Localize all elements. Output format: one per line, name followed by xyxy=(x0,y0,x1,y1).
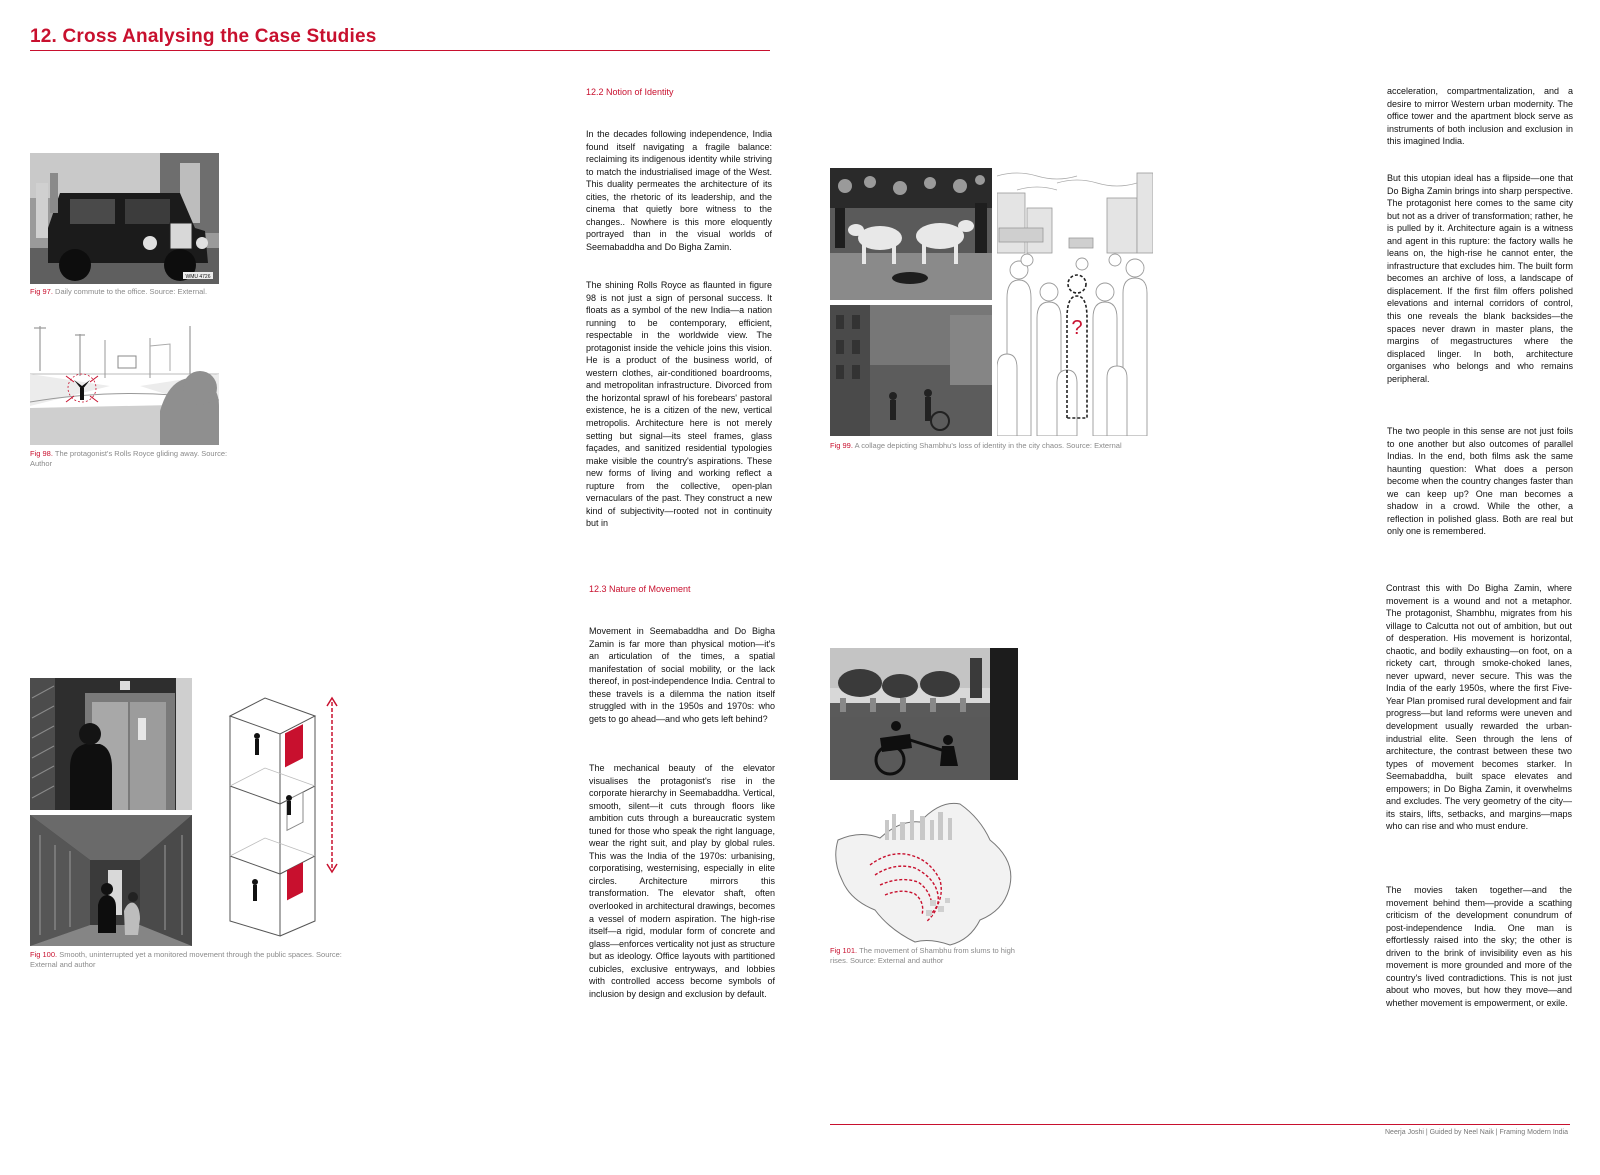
identity-paragraph-5: The two people in this sense are not just foils to one another but also outcomes of parallel Indias. In the end, both films ask the same haunting question: What does a person become when the country changes faster than we can keep up? One man becomes a shadow in a crowd. While the other, a reflection in polished glass. Both are real but only one is remembered. xyxy=(1387,426,1573,537)
fig98-number: Fig 98. xyxy=(30,449,53,458)
fig100-number: Fig 100. xyxy=(30,950,58,959)
movement-paragraph-2: The mechanical beauty of the elevator visualises the protagonist's rise in the corporate hierarchy in Seemabaddha. Vertical, smooth, silent—it cuts through floors like ambition cuts through a bureaucratic system tuned for those who speak the right language, wear the right suit, and play by global rules. This was the India of the 1970s: urbanising, corporatising, westernising, especially in elite circles. Architecture mirrors this transformation. The elevator shaft, often overlooked in architectural drawings, becomes a vessel of modern aspiration. The high-rise itself—a rigid, modular form of concrete and glass—enforces verticality not just as structure but as ideology. Office layouts with partitioned cubicles, exclusive entryways, and lobbies with controlled access become symbols of inclusion by design and exclusion by default. xyxy=(589,763,775,999)
fig99-photo-city xyxy=(830,305,992,436)
fig98-caption xyxy=(30,449,230,468)
identity-paragraph-2: The shining Rolls Royce as flaunted in figure 98 is not just a sign of personal success. It floats as a symbol of the new India—a nation running to be contemporary, efficient, respectable in the worldwide view. The protagonist inside the vehicle joins this vision. He is a product of the business world, of western clothes, air-conditioned boardrooms, and metropolitan infrastructure. Divorced from the horizontal sprawl of his forebears' pastoral existence, he is a citizen of the new, vertical metropolis. Architecture here is not merely setting but signal—its steel frames, glass façades, and sanitized residential typologies make visible the country's aspirations. These new forms of living and working reflect a rupture from the collective, open-plan vernaculars of the past. They construct a new kind of subjectivity—rooted not in continuity but in xyxy=(586,280,772,529)
fig101-photo-rickshaw xyxy=(830,648,1018,780)
fig98-text: The protagonist's Rolls Royce gliding away. Source: Author xyxy=(30,449,228,468)
fig99-number: Fig 99. xyxy=(830,441,853,450)
fig100-text: Smooth, uninterrupted yet a monitored movement through the public spaces. Source: External and author xyxy=(30,950,342,969)
movement-paragraph-4: The movies taken together—and the movement behind them—provide a scathing criticism of the development conundrum of post-independence India. One man is effortlessly raised into the sky; the other is driven to the brink of invisibility even as his movement is more grounded and more of the country's lived contradictions. This is not just about who moves, but how they move—and whether movement is empowerment, or exile. xyxy=(1386,885,1572,1008)
footer-rule xyxy=(830,1124,1570,1125)
identity-paragraph-4: But this utopian ideal has a flipside—one that Do Bigha Zamin brings into sharp perspective. The protagonist here comes to the same city but not as a driver of transformation; rather, he is pulled by it. Architecture again is a witness and agent in this rupture: the factory walls he leans on, the high-rise he cannot enter, the infrastructure that excludes him. The built form becomes an archive of loss, a landscape of displacement. If the first film offers polished elevations and internal corridors of control, this one reveals the blank backsides—the spaces never drawn in master plans, the margins of megastructures where the displaced linger. In both, architecture organises who belongs and who remains peripheral. xyxy=(1387,173,1573,384)
footer-credit: Neerja Joshi | Guided by Neel Naik | Framing Modern India xyxy=(1385,1129,1568,1136)
fig100-elevator-diagram xyxy=(215,696,340,938)
fig101-caption xyxy=(830,946,1025,965)
fig99-caption xyxy=(830,441,1190,451)
identity-paragraph-1: In the decades following independence, India found itself navigating a fragile balance: reclaiming its indigenous identity while striving to match the industrialised image of the West. This duality permeates the architecture of its cities, the rhetoric of its leadership, and the cinema that quietly bore witness to the changes.. Nowhere is this more eloquently portrayed than in the visual worlds of Seemabaddha and Do Bigha Zamin. xyxy=(586,129,772,252)
fig100-photo-elevator xyxy=(30,678,192,810)
fig99-text: A collage depicting Shambhu's loss of identity in the city chaos. Source: External xyxy=(854,441,1122,450)
question-mark: ? xyxy=(1071,317,1083,339)
fig97-caption xyxy=(30,287,220,297)
fig97-photo xyxy=(30,153,219,284)
movement-paragraph-3: Contrast this with Do Bigha Zamin, where movement is a wound and not a metaphor. The protagonist, Shambhu, migrates from his village to Calcutta not out of ambition, but out of desperation. His movement is horizontal, chaotic, and bodily exhausting—on foot, on a rickety cart, through smoke-choked lanes, never upward, never secure. This was the India of the early 1950s, where the first Five-Year Plan promised rural development and fair progress—but land reforms were uneven and development usually rewarded the urban-industrial elite. Seen through the lens of architecture, the contrast between these two types of movement becomes starker. In Seemabaddha, built space elevates and empowers; in Do Bigha Zamin, it overwhelms and excludes. The very geometry of the city—its stairs, lifts, setbacks, and margins—maps who can rise and who must endure. xyxy=(1386,583,1572,832)
fig101-map xyxy=(830,790,1020,950)
fig100-caption xyxy=(30,950,360,969)
vertical-arrow-icon xyxy=(327,698,337,872)
identity-paragraph-3: acceleration, compartmentalization, and a desire to mirror Western urban modernity. The office tower and the apartment block serve as instruments of both inclusion and exclusion in this imagined India. xyxy=(1387,86,1573,147)
fig99-photo-street xyxy=(830,168,992,300)
fig101-text: The movement of Shambhu from slums to high rises. Source: External and author xyxy=(830,946,1015,965)
title-rule xyxy=(30,50,770,51)
fig97-number: Fig 97. xyxy=(30,287,53,296)
section-heading-movement: 12.3 Nature of Movement xyxy=(589,584,691,594)
fig97-text: Daily commute to the office. Source: External. xyxy=(55,287,208,296)
fig100-photo-corridor xyxy=(30,815,192,946)
fig101-number: Fig 101. xyxy=(830,946,858,955)
number-plate: WMU 4726 xyxy=(185,274,211,280)
page-title: 12. Cross Analysing the Case Studies xyxy=(30,26,377,47)
movement-paragraph-1: Movement in Seemabaddha and Do Bigha Zamin is far more than physical motion—it's an articulation of the times, a spatial manifestation of social mobility, or the lack thereof, in post-independence India. Central to these travels is a dilemma the nation itself struggled with in the 1950s and 1970s: who gets to go ahead—and who gets left behind? xyxy=(589,626,775,724)
fig99-illustration-crowd xyxy=(997,168,1153,436)
section-heading-identity: 12.2 Notion of Identity xyxy=(586,87,674,97)
fig98-illustration xyxy=(30,316,219,445)
